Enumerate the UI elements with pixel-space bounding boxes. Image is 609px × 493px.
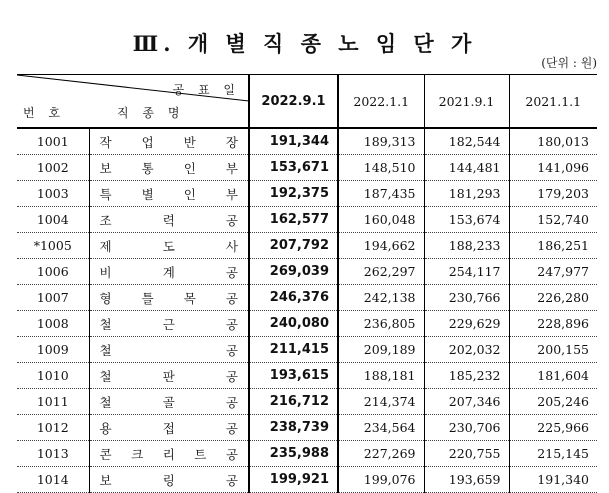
wage-value-0: 235,988 [249,441,338,467]
job-name-char: 공 [225,420,238,436]
row-code: 1004 [17,207,89,233]
job-name-char: 공 [225,342,238,358]
wage-value-0: 191,344 [249,128,338,155]
wage-value-2: 229,629 [424,311,509,337]
row-code: 1002 [17,155,89,181]
wage-value-1: 160,048 [338,207,424,233]
job-name-char: 공 [225,264,238,280]
wage-value-2: 185,232 [424,363,509,389]
job-name-char: 용 [99,420,112,436]
wage-value-3: 191,340 [509,467,597,493]
wage-value-3: 225,966 [509,415,597,441]
row-job-name [89,181,249,207]
row-code: *1005 [17,233,89,259]
row-code: 1007 [17,285,89,311]
job-name-char: 인 [183,160,196,176]
row-job-name [89,467,249,493]
wage-value-3: 205,246 [509,389,597,415]
job-name-char: 철 [99,316,112,332]
job-name-char: 공 [225,472,238,488]
table-row [17,311,597,337]
wage-value-0: 192,375 [249,181,338,207]
unit-label: (단위 : 원) [541,56,597,70]
job-name-char: 콘 [99,446,112,462]
row-code: 1008 [17,311,89,337]
wage-value-0: 162,577 [249,207,338,233]
wage-value-1: 194,662 [338,233,424,259]
wage-value-2: 144,481 [424,155,509,181]
wage-value-1: 189,313 [338,128,424,155]
wage-value-1: 214,374 [338,389,424,415]
job-name-char: 제 [99,238,112,254]
table-row [17,259,597,285]
row-job-name [89,128,249,155]
date-header-1: 2022.1.1 [338,75,424,129]
wage-value-2: 182,544 [424,128,509,155]
wage-value-1: 148,510 [338,155,424,181]
table-row [17,441,597,467]
table-row [17,337,597,363]
row-code: 1006 [17,259,89,285]
table-header-row [17,75,597,129]
row-job-name [89,363,249,389]
wage-value-2: 230,766 [424,285,509,311]
row-job-name [89,415,249,441]
row-job-name [89,441,249,467]
wage-value-3: 200,155 [509,337,597,363]
row-job-name [89,155,249,181]
job-name-char: 조 [99,212,112,228]
table-body [17,128,597,493]
row-code: 1003 [17,181,89,207]
row-job-name [89,311,249,337]
wage-value-0: 246,376 [249,285,338,311]
row-code: 1009 [17,337,89,363]
job-name-char: 리 [162,446,175,462]
table-row [17,181,597,207]
wage-value-0: 216,712 [249,389,338,415]
job-name-char: 근 [162,316,175,332]
table-row [17,467,597,493]
row-job-name [89,207,249,233]
job-name-label: 직 종 명 [117,106,185,120]
wage-value-3: 247,977 [509,259,597,285]
job-name-char: 공 [225,290,238,306]
job-name-char: 장 [225,134,238,150]
wage-value-3: 226,280 [509,285,597,311]
job-name-char: 골 [162,394,175,410]
number-label: 번 호 [23,106,65,120]
job-name-char: 철 [99,394,112,410]
table-row [17,389,597,415]
job-name-char: 철 [99,342,112,358]
row-job-name [89,259,249,285]
wage-value-0: 153,671 [249,155,338,181]
wage-value-0: 269,039 [249,259,338,285]
wage-value-2: 254,117 [424,259,509,285]
date-header-3: 2021.1.1 [509,75,597,129]
table-row [17,363,597,389]
table-row [17,207,597,233]
job-name-char: 공 [225,316,238,332]
table-row [17,128,597,155]
wage-value-3: 152,740 [509,207,597,233]
job-name-char: 공 [225,446,238,462]
wage-value-3: 179,203 [509,181,597,207]
row-code: 1011 [17,389,89,415]
job-name-char: 틀 [141,290,154,306]
wage-value-2: 153,674 [424,207,509,233]
wage-value-0: 238,739 [249,415,338,441]
wage-value-1: 188,181 [338,363,424,389]
wage-value-1: 187,435 [338,181,424,207]
table-row [17,233,597,259]
job-name-char: 부 [225,186,238,202]
wage-value-2: 207,346 [424,389,509,415]
wage-value-1: 199,076 [338,467,424,493]
row-code: 1014 [17,467,89,493]
job-name-char: 계 [162,264,175,280]
wage-table [17,74,597,493]
job-name-char: 접 [162,420,175,436]
job-name-char: 트 [194,446,207,462]
wage-value-3: 215,145 [509,441,597,467]
wage-value-0: 193,615 [249,363,338,389]
row-code: 1010 [17,363,89,389]
wage-value-0: 240,080 [249,311,338,337]
wage-value-1: 227,269 [338,441,424,467]
job-name-char: 별 [141,186,154,202]
header-corner-cell [17,75,249,129]
job-name-char: 인 [183,186,196,202]
job-name-char: 사 [225,238,238,254]
wage-value-0: 199,921 [249,467,338,493]
job-name-char: 작 [99,134,112,150]
row-job-name [89,337,249,363]
wage-value-2: 220,755 [424,441,509,467]
job-name-char: 보 [99,160,112,176]
job-name-char: 도 [162,238,175,254]
wage-value-1: 262,297 [338,259,424,285]
job-name-char: 공 [225,394,238,410]
wage-value-3: 141,096 [509,155,597,181]
wage-value-1: 236,805 [338,311,424,337]
row-code: 1013 [17,441,89,467]
wage-value-2: 181,293 [424,181,509,207]
wage-value-0: 211,415 [249,337,338,363]
page-title: Ⅲ. 개 별 직 종 노 임 단 가 [132,31,477,56]
job-name-char: 특 [99,186,112,202]
wage-value-2: 193,659 [424,467,509,493]
job-name-char: 목 [183,290,196,306]
wage-value-2: 202,032 [424,337,509,363]
wage-value-3: 180,013 [509,128,597,155]
table-row [17,285,597,311]
job-name-char: 크 [131,446,144,462]
announce-date-label: 공 표 일 [172,83,240,97]
job-name-char: 부 [225,160,238,176]
table-row [17,155,597,181]
job-name-char: 링 [162,472,175,488]
job-name-char: 판 [162,368,175,384]
wage-value-3: 181,604 [509,363,597,389]
job-name-char: 형 [99,290,112,306]
wage-value-0: 207,792 [249,233,338,259]
row-job-name [89,285,249,311]
wage-value-3: 186,251 [509,233,597,259]
job-name-char: 철 [99,368,112,384]
job-name-char: 공 [225,212,238,228]
row-code: 1001 [17,128,89,155]
job-name-char: 반 [183,134,196,150]
wage-value-1: 234,564 [338,415,424,441]
job-name-char: 통 [141,160,154,176]
job-name-char: 보 [99,472,112,488]
table-row [17,415,597,441]
wage-value-2: 188,233 [424,233,509,259]
row-job-name [89,233,249,259]
job-name-char: 비 [99,264,112,280]
job-name-char: 업 [141,134,154,150]
wage-value-3: 228,896 [509,311,597,337]
wage-value-1: 209,189 [338,337,424,363]
job-name-char: 력 [162,212,175,228]
wage-value-1: 242,138 [338,285,424,311]
date-header-2: 2021.9.1 [424,75,509,129]
row-code: 1012 [17,415,89,441]
job-name-char: 공 [225,368,238,384]
row-job-name [89,389,249,415]
date-header-0: 2022.9.1 [249,75,338,129]
wage-value-2: 230,706 [424,415,509,441]
